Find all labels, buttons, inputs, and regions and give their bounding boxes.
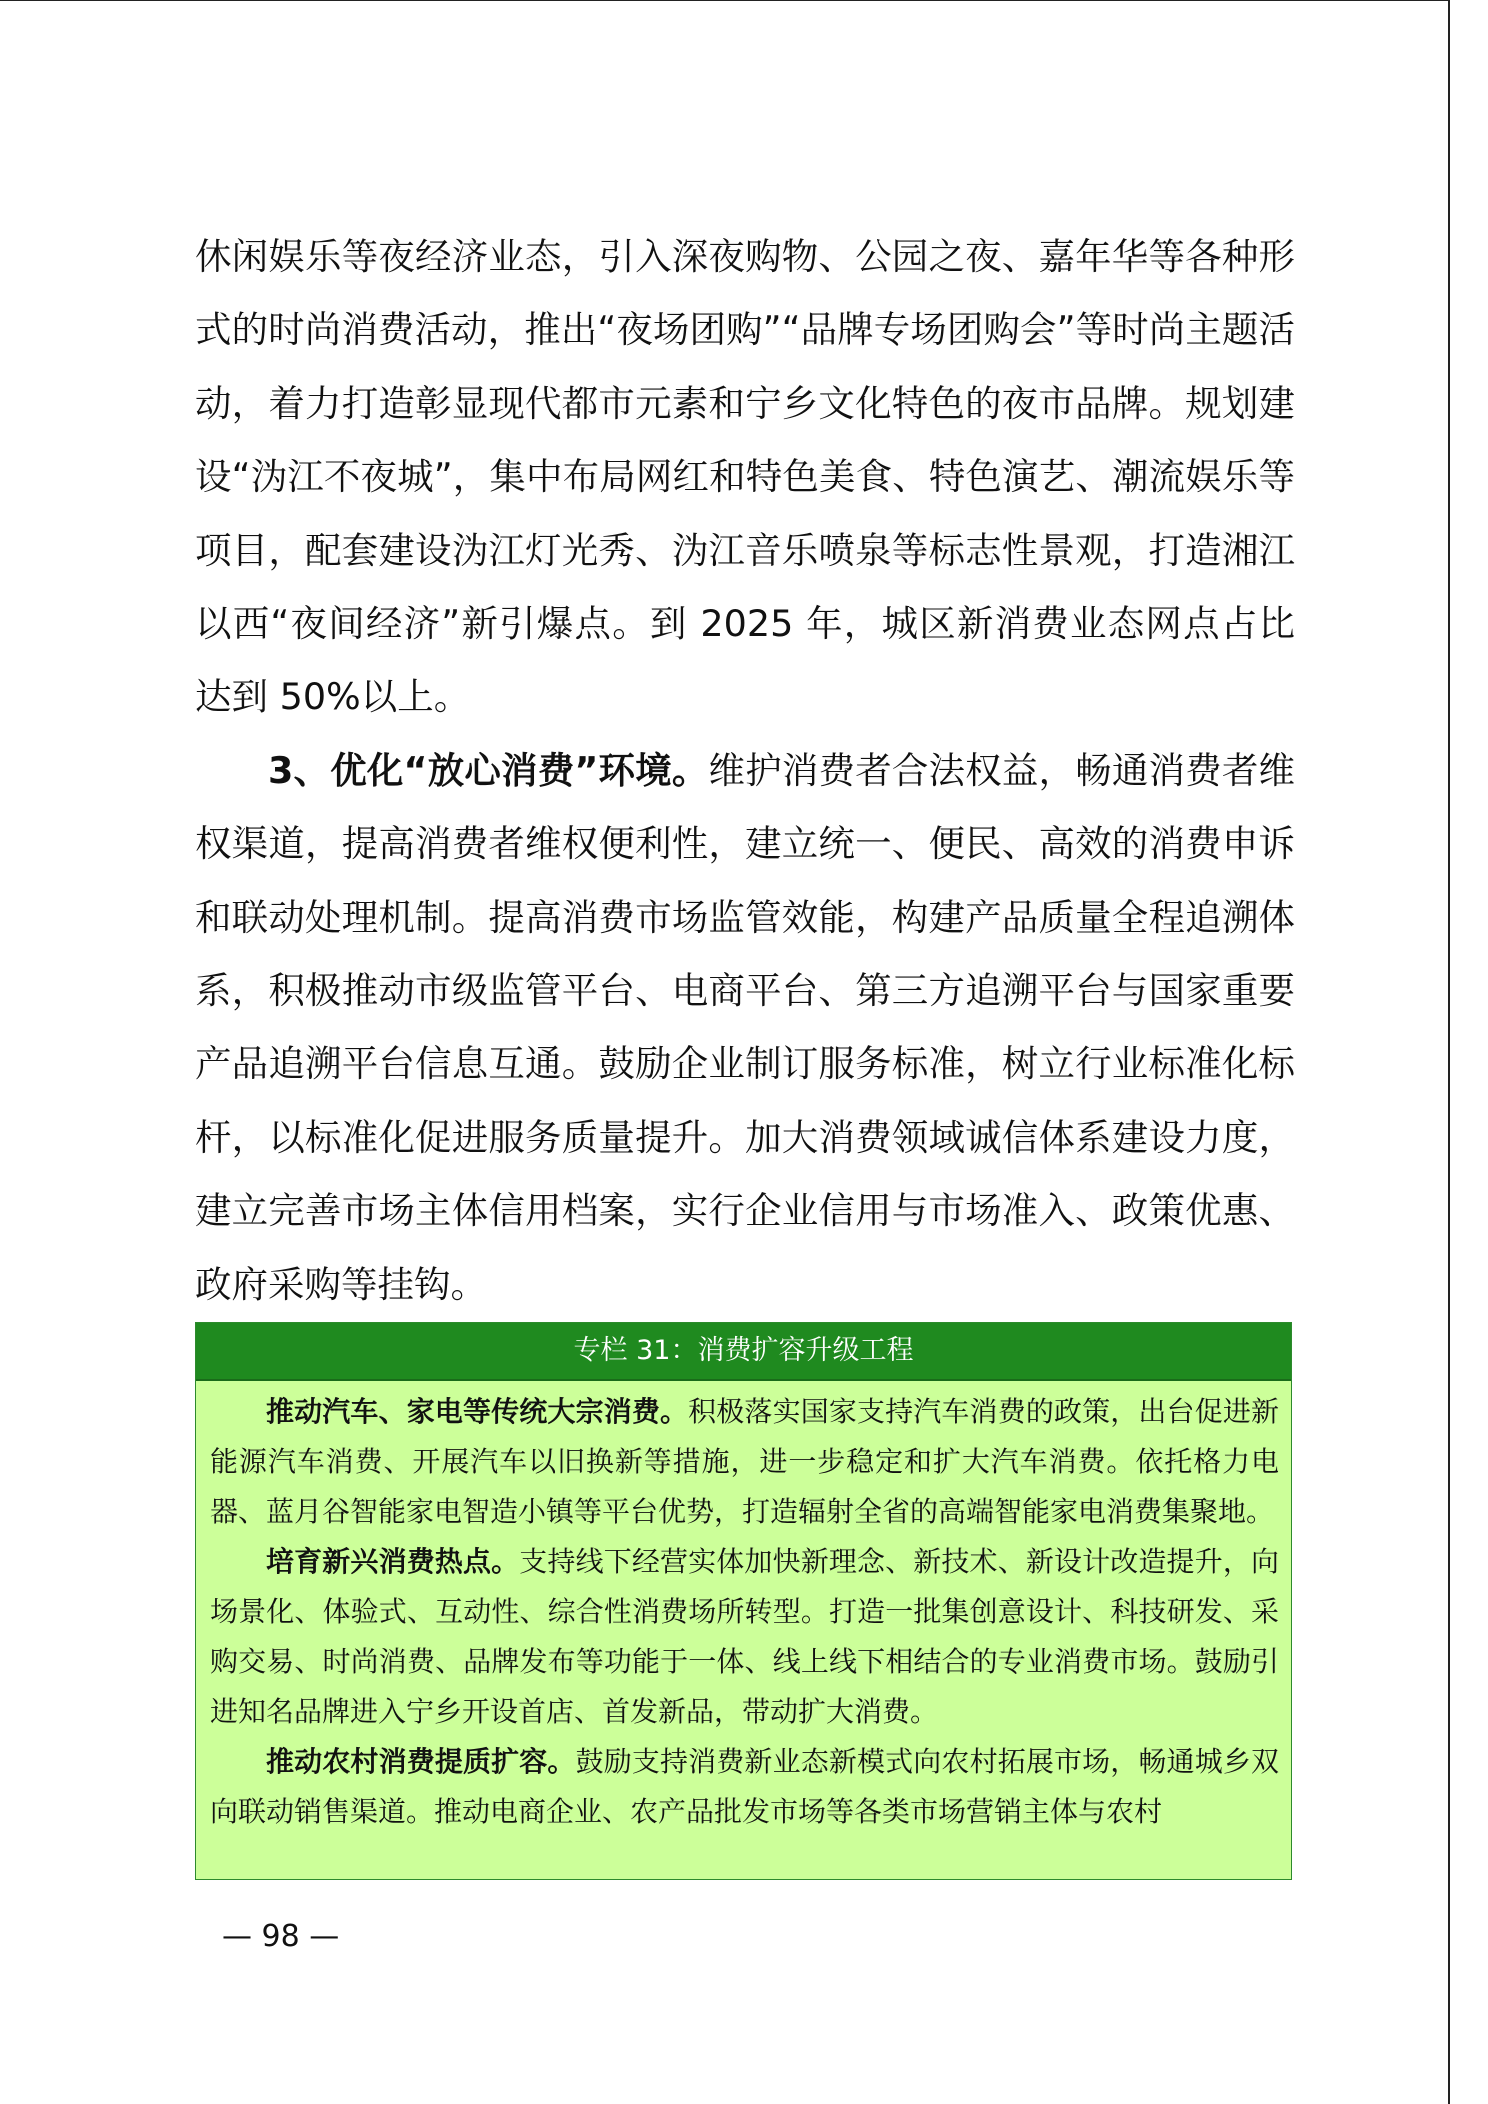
body-text [195, 220, 1295, 1321]
column-box [195, 1322, 1292, 1880]
section-3-heading: 3、优化“放心消费”环境。 [268, 748, 709, 792]
column-body [196, 1381, 1291, 1837]
page-top-border [0, 0, 1450, 1]
page-right-border [1448, 0, 1450, 2104]
column-item-lead: 推动汽车、家电等传统大宗消费。 [266, 1395, 689, 1428]
continued-paragraph: 休闲娱乐等夜经济业态，引入深夜购物、公园之夜、嘉年华等各种形式的时尚消费活动，推出“夜场团购”“品牌专场团购会”等时尚主题活动，着力打造彰显现代都市元素和宁乡文化特色的夜市品牌。规划建设“沩江不夜城”，集中布局网红和特色美食、特色演艺、潮流娱乐等项目，配套建设沩江灯光秀、沩江音乐喷泉等标志性景观，打造湘江以西“夜间经济”新引爆点。到 2025 年，城区新消费业态网点占比达到 50%以上。 [195, 235, 1295, 719]
column-item-text: 鼓励支持消费新业态新模式向农村拓展市场，畅通城乡双向联动销售渠道。推动电商企业、农产品批发市场等各类市场营销主体与农村 [210, 1745, 1279, 1828]
page-number: — 98 — [222, 1919, 340, 1954]
column-item [210, 1737, 1279, 1837]
column-item-text: 支持线下经营实体加快新理念、新技术、新设计改造提升，向场景化、体验式、互动性、综合性消费场所转型。打造一批集创意设计、科技研发、采购交易、时尚消费、品牌发布等功能于一体、线上线下相结合的专业消费市场。鼓励引进知名品牌进入宁乡开设首店、首发新品，带动扩大消费。 [210, 1545, 1279, 1728]
column-item-lead: 推动农村消费提质扩容。 [266, 1745, 576, 1778]
column-item [210, 1387, 1279, 1537]
column-item [210, 1537, 1279, 1737]
column-title: 专栏 31：消费扩容升级工程 [196, 1323, 1291, 1381]
section-3-paragraph [195, 734, 1295, 1321]
column-item-lead: 培育新兴消费热点。 [266, 1545, 520, 1578]
column-item-text: 积极落实国家支持汽车消费的政策，出台促进新能源汽车消费、开展汽车以旧换新等措施，进一步稳定和扩大汽车消费。依托格力电器、蓝月谷智能家电智造小镇等平台优势，打造辐射全省的高端智能家电消费集聚地。 [210, 1395, 1279, 1528]
section-3-text: 维护消费者合法权益，畅通消费者维权渠道，提高消费者维权便利性，建立统一、便民、高效的消费申诉和联动处理机制。提高消费市场监管效能，构建产品质量全程追溯体系，积极推动市级监管平台、电商平台、第三方追溯平台与国家重要产品追溯平台信息互通。鼓励企业制订服务标准，树立行业标准化标杆，以标准化促进服务质量提升。加大消费领域诚信体系建设力度，建立完善市场主体信用档案，实行企业信用与市场准入、政策优惠、政府采购等挂钩。 [195, 748, 1296, 1306]
